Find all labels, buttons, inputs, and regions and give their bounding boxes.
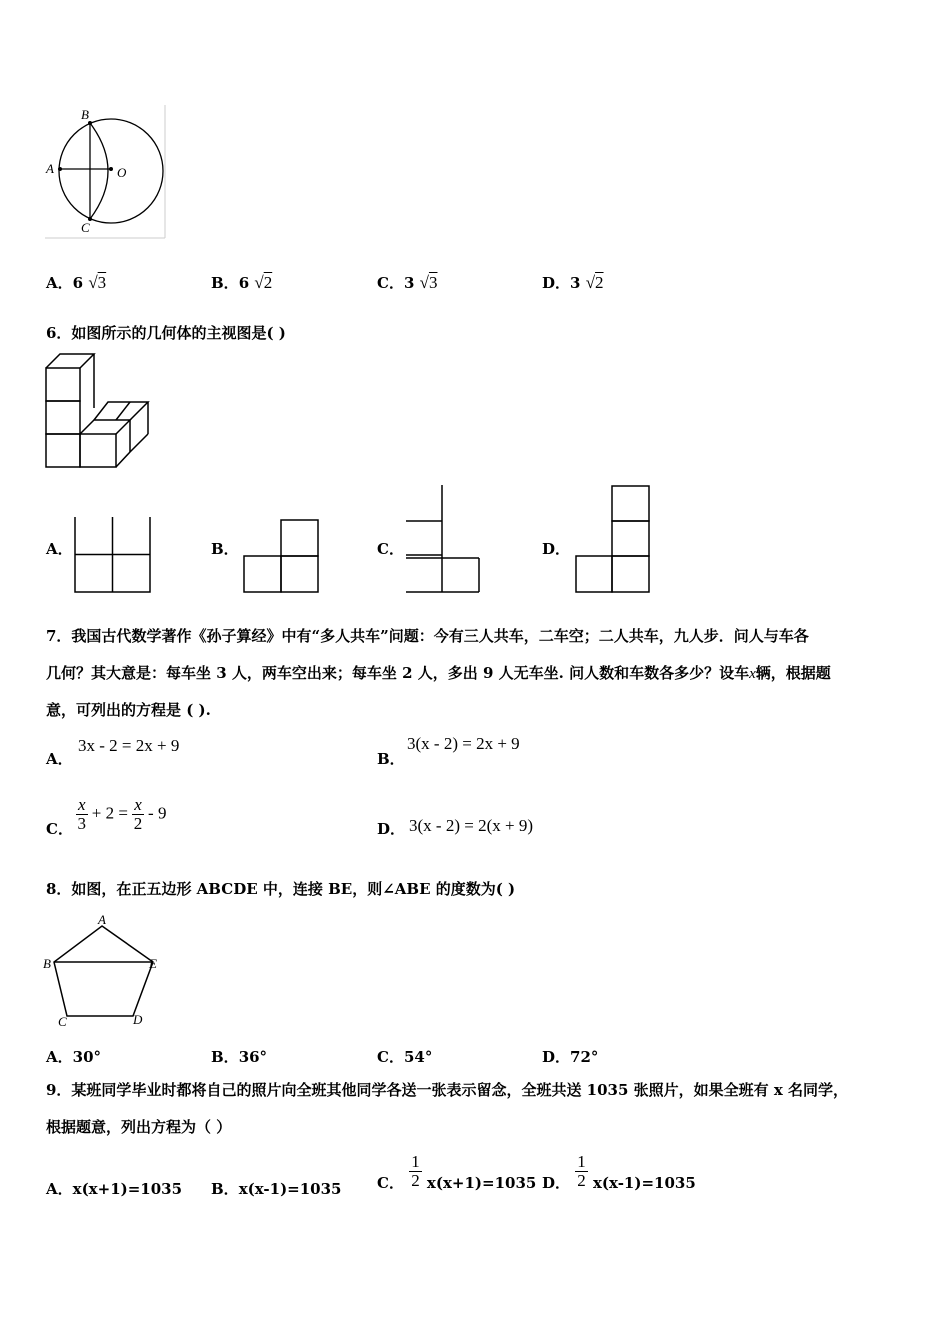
q9-option-c[interactable]: C． $\frac{1}{2}$ x(x+1)=1035 bbox=[377, 1152, 537, 1192]
label-d: D bbox=[133, 1012, 143, 1027]
sqrt-symbol: √2 bbox=[254, 273, 273, 292]
q9-line-1: 9．某班同学毕业时都将自己的照片向全班其他同学各送一张表示留念，全班共送 1035 张照片，如果全班有 x 名同学， bbox=[46, 1081, 849, 1099]
q7-line-1: 7．我国古代数学著作《孙子算经》中有“多人共车”问题：今有三人共车，二车空；二人共车，九人步．问人与车各 bbox=[46, 627, 809, 645]
q6-option-c[interactable]: C． bbox=[377, 540, 404, 558]
q9-option-a[interactable]: A．x(x+1)=1035 bbox=[46, 1180, 183, 1198]
q9-line-2: 根据题意，列出方程为（ ） bbox=[46, 1118, 232, 1136]
q6-option-b-figure[interactable] bbox=[242, 518, 322, 594]
circle-figure bbox=[40, 105, 170, 240]
q6-stem: 6．如图所示的几何体的主视图是( ) bbox=[46, 324, 286, 342]
solid-figure bbox=[44, 352, 156, 472]
label-c: C bbox=[81, 220, 90, 235]
q7-option-c-equation[interactable]: $\frac{x}{3}$ + 2 = $\frac{x}{2}$ - 9 bbox=[77, 795, 167, 833]
q5-option-b[interactable]: B．6 √2 bbox=[211, 273, 273, 292]
label-c: C bbox=[58, 1014, 67, 1029]
q8-option-d[interactable]: D．72° bbox=[542, 1048, 599, 1066]
label-b: B bbox=[81, 107, 89, 122]
q7-option-b-letter[interactable]: B． bbox=[377, 750, 405, 768]
q7-option-a-letter[interactable]: A． bbox=[46, 750, 73, 768]
q6-option-a[interactable]: A． bbox=[46, 540, 73, 558]
pentagon-figure bbox=[40, 912, 170, 1030]
q7-option-d-equation[interactable]: 3(x - 2) = 2(x + 9) bbox=[409, 816, 533, 835]
q9-option-d[interactable]: D． $\frac{1}{2}$ x(x-1)=1035 bbox=[542, 1152, 696, 1192]
sqrt-symbol: √3 bbox=[88, 273, 107, 292]
q6-option-c-figure[interactable] bbox=[404, 485, 484, 595]
q8-option-c[interactable]: C．54° bbox=[377, 1048, 433, 1066]
q9-option-b[interactable]: B．x(x-1)=1035 bbox=[211, 1180, 342, 1198]
q6-option-b[interactable]: B． bbox=[211, 540, 239, 558]
q5-option-a[interactable]: A．6 √3 bbox=[46, 273, 107, 292]
label-a: A bbox=[46, 161, 54, 176]
q6-option-d[interactable]: D． bbox=[542, 540, 571, 558]
q7-option-d-letter[interactable]: D． bbox=[377, 820, 406, 838]
q7-option-a-equation[interactable]: 3x - 2 = 2x + 9 bbox=[78, 736, 180, 755]
q7-line-3: 意，可列出的方程是 ( ). bbox=[46, 701, 211, 719]
label-e: E bbox=[149, 956, 157, 971]
label-a: A bbox=[98, 912, 106, 927]
q6-option-a-figure[interactable] bbox=[73, 515, 153, 595]
q7-option-b-equation[interactable]: 3(x - 2) = 2x + 9 bbox=[407, 734, 520, 753]
q7-option-c-letter[interactable]: C． bbox=[46, 820, 73, 838]
label-o: O bbox=[117, 165, 127, 180]
label-b: B bbox=[43, 956, 51, 971]
sqrt-symbol: √2 bbox=[585, 273, 604, 292]
q7-line-2: 几何？其大意是：每车坐 3 人，两车空出来；每车坐 2 人，多出 9 人无车坐. 问人数和车数各多少？设车x辆，根据题 bbox=[46, 664, 831, 682]
sqrt-symbol: √3 bbox=[419, 273, 438, 292]
q8-option-b[interactable]: B．36° bbox=[211, 1048, 268, 1066]
q8-option-a[interactable]: A．30° bbox=[46, 1048, 102, 1066]
q5-option-d[interactable]: D．3 √2 bbox=[542, 273, 604, 292]
q6-option-d-figure[interactable] bbox=[574, 484, 654, 595]
q8-stem: 8．如图，在正五边形 ABCDE 中，连接 BE，则∠ABE 的度数为( ) bbox=[46, 880, 516, 898]
q5-option-c[interactable]: C．3 √3 bbox=[377, 273, 438, 292]
